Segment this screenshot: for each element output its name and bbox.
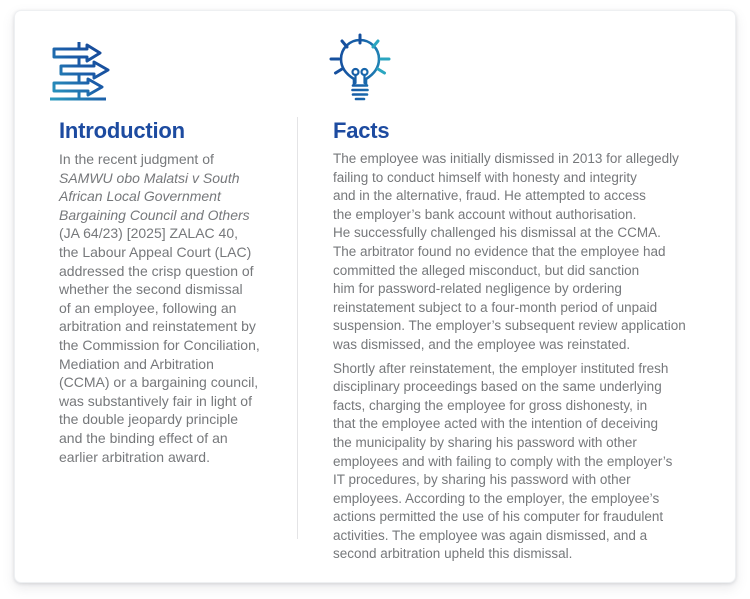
lightbulb-icon <box>327 33 395 111</box>
article-card <box>14 10 736 583</box>
facts-heading: Facts <box>333 118 390 143</box>
signpost-arrows-icon <box>42 39 114 105</box>
facts-text <box>333 150 735 564</box>
introduction-body-lines: (JA 64/23) [2025] ZALAC 40, the Labour Appeal Court (LAC) addressed the crisp question of whether the second dismissal of an employee, following an arbitration and reinstatement by the Commission for Conciliation, Mediation and Arbitration (CCMA) or a bargaining council, was substantively fair in light of the double jeopardy principle and the binding effect of an earlier arbitration award. <box>59 225 260 465</box>
introduction-heading: Introduction <box>59 118 185 143</box>
facts-paragraph-2: Shortly after reinstatement, the employer instituted fresh disciplinary proceedings based on the same underlying facts, charging the employee for gross dishonesty, in that the employee acted with the intention of deceiving the municipality by sharing his password with other employees and with failing to comply with the employer’s IT procedures, by sharing his password with other employees. According to the employer, the employee’s actions permitted the use of his computer for fraudulent activities. The employee was again dismissed, and a second arbitration upheld this dismissal. <box>333 360 673 562</box>
facts-paragraph-1: The employee was initially dismissed in 2013 for allegedly failing to conduct himself with honesty and integrity and in the alternative, fraud. He attempted to access the employer’s bank account without authorisation. He successfully challenged his dismissal at the CCMA. The arbitrator found no evidence that the employee had committed the alleged misconduct, but did sanction him for password-related negligence by ordering reinstatement subject to a four-month period of unpaid suspension. The employer’s subsequent review application was dismissed, and the employee was reinstated. <box>333 151 686 352</box>
case-citation: SAMWU obo Malatsi v South African Local Government Bargaining Council and Others <box>59 169 250 223</box>
introduction-lead-line: In the recent judgment of <box>59 151 214 167</box>
column-divider <box>297 117 298 539</box>
introduction-text <box>59 150 297 466</box>
